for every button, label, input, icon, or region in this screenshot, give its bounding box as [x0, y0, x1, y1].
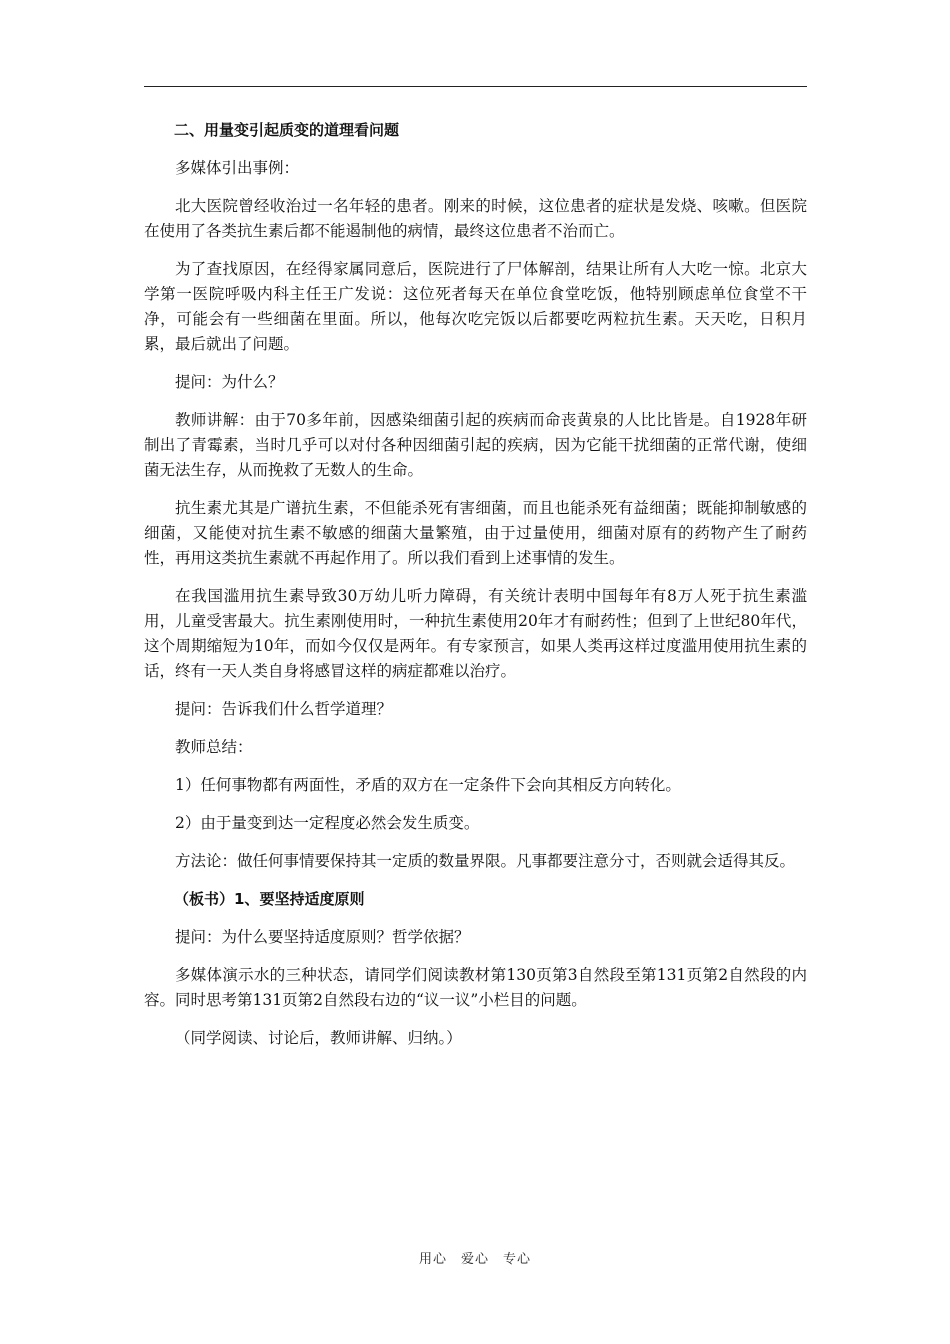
paragraph: 方法论：做任何事情要保持其一定质的数量界限。凡事都要注意分寸，否则就会适得其反。 — [175, 852, 796, 870]
paragraph: 北大医院曾经收治过一名年轻的患者。刚来的时候，这位患者的症状是发烧、咳嗽。但医院在使用了各类抗生素后都不能遏制他的病情，最终这位患者不治而亡。 — [144, 197, 807, 240]
paragraph: 提问：为什么要坚持适度原则？哲学依据？ — [175, 928, 470, 946]
section-heading: 二、用量变引起质变的道理看问题 — [174, 121, 400, 139]
paragraph: 2）由于量变到达一定程度必然会发生质变。 — [175, 814, 480, 832]
paragraph: 提问：为什么？ — [175, 373, 284, 391]
paragraph: 为了查找原因，在经得家属同意后，医院进行了尸体解剖，结果让所有人大吃一惊。北京大学第一医院呼吸内科主任王广发说：这位死者每天在单位食堂吃饭，他特别顾虑单位食堂不干净，可能会有一些细菌在里面。所以，他每次吃完饭以后都要吃两粒抗生素。天天吃，日积月累，最后就出了问题。 — [144, 260, 807, 353]
document-body — [144, 118, 807, 1064]
page-footer: 用心 爱心 专心 — [418, 1252, 531, 1267]
paragraph: 在我国滥用抗生素导致30万幼儿听力障碍，有关统计表明中国每年有8万人死于抗生素滥用，儿童受害最大。抗生素刚使用时，一种抗生素使用20年才有耐药性；但到了上世纪80年代，这个周期缩短为10年，而如今仅仅是两年。有专家预言，如果人类再这样过度滥用使用抗生素的话，终有一天人类自身将感冒这样的病症都难以治疗。 — [144, 587, 807, 680]
paragraph: 提问：告诉我们什么哲学道理？ — [175, 700, 393, 718]
header-rule — [144, 86, 807, 87]
board-heading: （板书）1、要坚持适度原则 — [174, 890, 365, 908]
paragraph: （同学阅读、讨论后，教师讲解、归纳。） — [175, 1029, 462, 1047]
paragraph: 多媒体演示水的三种状态，请同学们阅读教材第130页第3自然段至第131页第2自然段的内容。同时思考第131页第2自然段右边的“议一议”小栏目的问题。 — [144, 966, 807, 1009]
paragraph: 教师讲解：由于70多年前，因感染细菌引起的疾病而命丧黄泉的人比比皆是。自1928年研制出了青霉素，当时几乎可以对付各种因细菌引起的疾病，因为它能干扰细菌的正常代谢，使细菌无法生存，从而挽救了无数人的生命。 — [144, 411, 807, 479]
paragraph: 教师总结： — [175, 738, 253, 756]
paragraph: 抗生素尤其是广谱抗生素，不但能杀死有害细菌，而且也能杀死有益细菌；既能抑制敏感的细菌，又能使对抗生素不敏感的细菌大量繁殖，由于过量使用，细菌对原有的药物产生了耐药性，再用这类抗生素就不再起作用了。所以我们看到上述事情的发生。 — [144, 499, 807, 567]
paragraph: 1）任何事物都有两面性，矛盾的双方在一定条件下会向其相反方向转化。 — [175, 776, 681, 794]
paragraph: 多媒体引出事例： — [175, 159, 300, 177]
